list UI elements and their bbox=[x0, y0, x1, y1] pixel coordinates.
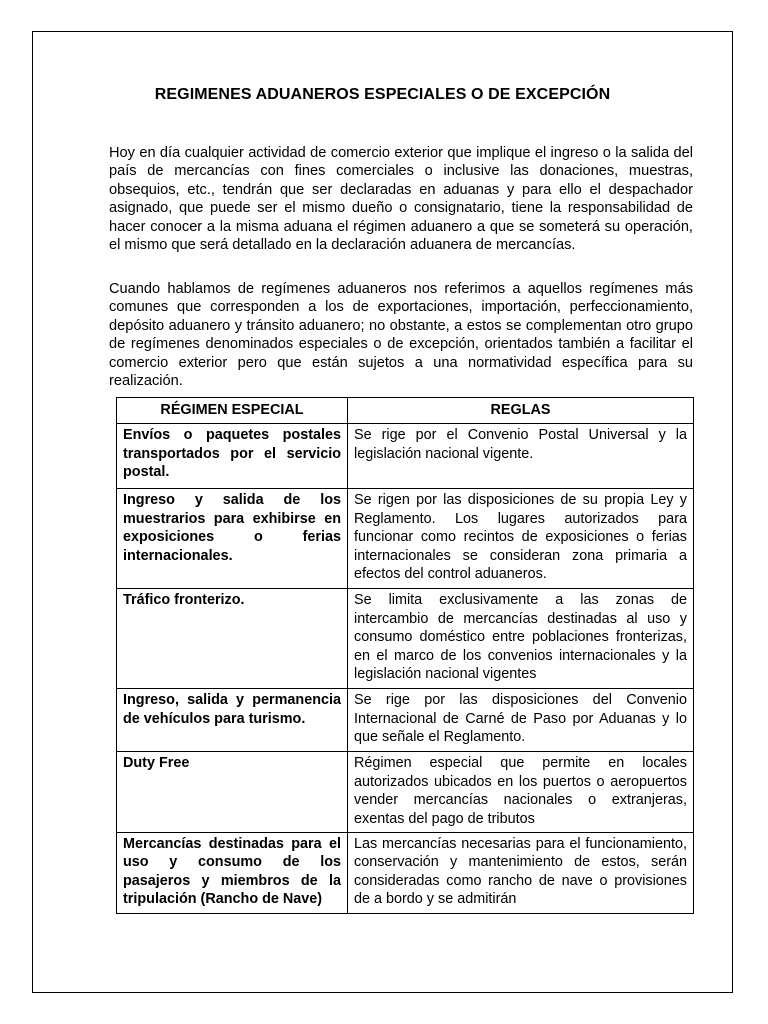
regimen-cell: Mercancías destinadas para el uso y consumo de los pasajeros y miembros de la tripulación (Rancho de Nave) bbox=[117, 833, 348, 914]
reglas-cell: Se rige por las disposiciones del Convenio Internacional de Carné de Paso por Aduanas y lo que señale el Reglamento. bbox=[348, 689, 694, 752]
regimen-cell: Ingreso y salida de los muestrarios para exhibirse en exposiciones o ferias internacionales. bbox=[117, 489, 348, 589]
header-regimen-especial: RÉGIMEN ESPECIAL bbox=[117, 398, 348, 424]
table-row bbox=[117, 589, 694, 689]
regimenes-paragraph: Cuando hablamos de regímenes aduaneros nos referimos a aquellos regímenes más comunes que corresponden a los de exportaciones, importación, perfeccionamiento, depósito aduanero y tránsito aduanero; no obstante, a estos se complementan otro grupo de regímenes denominados especiales o de excepción, orientados también a facilitar el comercio exterior pero que están sujetos a una normatividad específica para su realización. bbox=[109, 281, 693, 390]
reglas-cell: Régimen especial que permite en locales autorizados ubicados en los puertos o aeropuertos vender mercancías nacionales o extranjeras, exentas del pago de tributos bbox=[348, 752, 694, 833]
regimen-cell: Ingreso, salida y permanencia de vehículos para turismo. bbox=[117, 689, 348, 752]
reglas-cell: Las mercancías necesarias para el funcionamiento, conservación y mantenimiento de estos, serán consideradas como rancho de nave o provisiones de a bordo y se admitirán bbox=[348, 833, 694, 914]
regimenes-table bbox=[116, 397, 694, 914]
reglas-cell: Se rigen por las disposiciones de su propia Ley y Reglamento. Los lugares autorizados para funcionar como recintos de exposiciones o ferias internacionales se consideran zona primaria a efectos del control aduaneros. bbox=[348, 489, 694, 589]
table-row bbox=[117, 689, 694, 752]
reglas-cell: Se limita exclusivamente a las zonas de intercambio de mercancías destinadas al uso y consumo doméstico entre poblaciones fronterizas, en el marco de los convenios internacionales y la legislación nacional vigentes bbox=[348, 589, 694, 689]
regimen-cell: Envíos o paquetes postales transportados por el servicio postal. bbox=[117, 424, 348, 489]
table-row bbox=[117, 833, 694, 914]
header-reglas: REGLAS bbox=[348, 398, 694, 424]
regimen-cell: Tráfico fronterizo. bbox=[117, 589, 348, 689]
regimen-cell: Duty Free bbox=[117, 752, 348, 833]
table-header-row bbox=[117, 398, 694, 424]
table-row bbox=[117, 752, 694, 833]
table-row bbox=[117, 424, 694, 489]
intro-paragraph: Hoy en día cualquier actividad de comercio exterior que implique el ingreso o la salida del país de mercancías con fines comerciales o inclusive las donaciones, muestras, obsequios, etc., tendrán que ser declaradas en aduanas y para ello el despachador asignado, que puede ser el mismo dueño o consignatario, tiene la responsabilidad de hacer conocer a la misma aduana el régimen aduanero a que se someterá su operación, el mismo que será detallado en la declaración aduanera de mercancías. bbox=[109, 145, 693, 254]
reglas-cell: Se rige por el Convenio Postal Universal y la legislación nacional vigente. bbox=[348, 424, 694, 489]
table-row bbox=[117, 489, 694, 589]
document-title: REGIMENES ADUANEROS ESPECIALES O DE EXCEPCIÓN bbox=[154, 86, 611, 103]
